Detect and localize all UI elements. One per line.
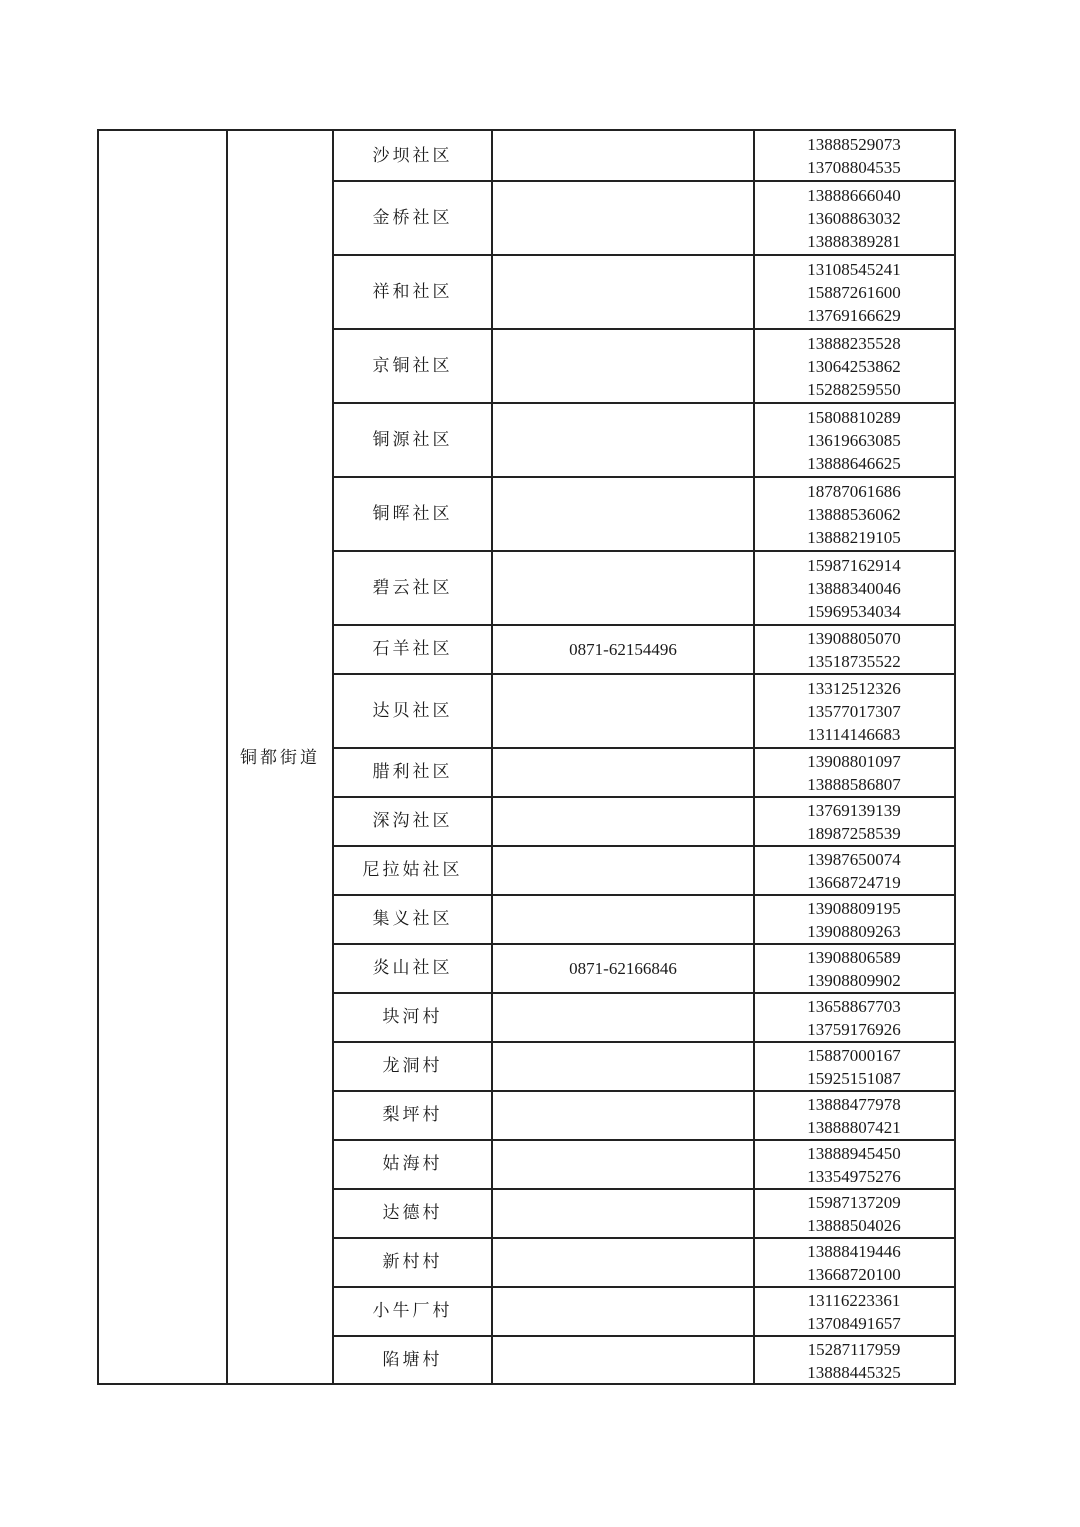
community-name: 铜晖社区 <box>372 503 453 524</box>
community-name: 金桥社区 <box>372 207 453 228</box>
mobile-phone: 13312512326 <box>807 678 901 698</box>
mobile-phone: 13619663085 <box>807 430 901 450</box>
mobile-phone-list <box>754 477 954 551</box>
community-name: 尼拉姑社区 <box>362 860 463 880</box>
mobile-phone: 15288259550 <box>807 379 901 399</box>
office-phone <box>492 255 754 329</box>
community-name: 铜源社区 <box>372 429 453 450</box>
mobile-phone: 13908809902 <box>807 970 901 990</box>
mobile-phone: 13888536062 <box>807 504 901 524</box>
mobile-phone: 13888666040 <box>807 185 901 205</box>
office-phone <box>492 846 754 895</box>
mobile-phone: 15887000167 <box>807 1045 901 1065</box>
mobile-phone: 13908805070 <box>807 628 901 648</box>
community-name: 腊利社区 <box>372 762 453 782</box>
mobile-phone: 13518735522 <box>807 651 901 671</box>
mobile-phone-list <box>754 1189 954 1238</box>
office-phone <box>492 329 754 403</box>
office-phone <box>492 403 754 477</box>
contact-table <box>97 129 956 1385</box>
mobile-phone: 13708804535 <box>807 158 901 177</box>
mobile-phone-list <box>754 674 954 748</box>
mobile-phone-list <box>754 255 954 329</box>
community-name: 新村村 <box>382 1252 443 1272</box>
office-phone <box>492 748 754 797</box>
community-name: 块河村 <box>382 1007 443 1027</box>
mobile-phone: 15808810289 <box>807 407 901 427</box>
mobile-phone: 13888945450 <box>807 1143 901 1163</box>
community-name: 达德村 <box>382 1203 443 1223</box>
office-phone <box>492 797 754 846</box>
mobile-phone-list <box>754 1091 954 1140</box>
office-phone <box>492 895 754 944</box>
community-name: 祥和社区 <box>372 281 453 302</box>
mobile-phone-list <box>754 944 954 993</box>
mobile-phone: 13888219105 <box>807 527 901 547</box>
office-phone <box>492 1287 754 1336</box>
office-phone <box>492 1189 754 1238</box>
mobile-phone: 13908809195 <box>807 898 901 918</box>
community-name: 深沟社区 <box>372 811 453 831</box>
mobile-phone: 15887261600 <box>807 282 901 302</box>
community-name: 京铜社区 <box>372 355 453 376</box>
office-phone <box>492 477 754 551</box>
mobile-phone: 13668720100 <box>807 1264 901 1284</box>
community-name: 炎山社区 <box>372 958 453 978</box>
mobile-phone: 13888586807 <box>807 774 901 794</box>
column-divider <box>226 131 228 1383</box>
office-phone <box>492 1238 754 1287</box>
office-phone <box>492 1140 754 1189</box>
office-phone: 0871-62154496 <box>569 640 677 659</box>
mobile-phone-list <box>754 1140 954 1189</box>
community-name: 石羊社区 <box>372 639 453 659</box>
office-phone <box>492 131 754 181</box>
mobile-phone: 15925151087 <box>807 1068 901 1088</box>
mobile-phone-list <box>754 1042 954 1091</box>
mobile-phone: 13354975276 <box>807 1166 901 1186</box>
mobile-phone: 13987650074 <box>807 849 901 869</box>
community-name: 梨坪村 <box>382 1105 443 1125</box>
mobile-phone: 13908809263 <box>807 921 901 941</box>
community-name: 龙洞村 <box>382 1056 443 1076</box>
mobile-phone: 13908801097 <box>807 751 901 771</box>
mobile-phone-list <box>754 329 954 403</box>
mobile-phone: 13114146683 <box>807 724 901 744</box>
mobile-phone: 13668724719 <box>807 872 901 892</box>
mobile-phone: 13658867703 <box>807 996 901 1016</box>
office-phone <box>492 1042 754 1091</box>
mobile-phone-list <box>754 895 954 944</box>
mobile-phone-list <box>754 181 954 255</box>
mobile-phone: 15287117959 <box>807 1339 901 1359</box>
mobile-phone-list <box>754 748 954 797</box>
street-name: 铜都街道 <box>240 747 320 768</box>
community-name: 沙坝社区 <box>372 145 453 166</box>
mobile-phone-list <box>754 625 954 674</box>
mobile-phone: 13116223361 <box>807 1290 901 1310</box>
mobile-phone: 13908806589 <box>807 947 901 967</box>
mobile-phone: 15969534034 <box>807 601 901 621</box>
mobile-phone: 13888445325 <box>807 1362 901 1382</box>
mobile-phone-list <box>754 846 954 895</box>
mobile-phone: 15987162914 <box>807 555 901 575</box>
mobile-phone: 13888419446 <box>807 1241 901 1261</box>
mobile-phone: 13064253862 <box>807 356 901 376</box>
mobile-phone: 13708491657 <box>807 1313 901 1333</box>
mobile-phone-list <box>754 551 954 625</box>
mobile-phone: 13759176926 <box>807 1019 901 1039</box>
mobile-phone-list <box>754 1287 954 1336</box>
office-phone <box>492 1336 754 1385</box>
mobile-phone: 13888340046 <box>807 578 901 598</box>
office-phone <box>492 993 754 1042</box>
mobile-phone: 13888389281 <box>807 231 901 251</box>
community-name: 小牛厂村 <box>372 1301 453 1321</box>
mobile-phone: 13888807421 <box>807 1117 901 1137</box>
mobile-phone-list <box>754 797 954 846</box>
mobile-phone-list <box>754 1336 954 1385</box>
mobile-phone-list <box>754 993 954 1042</box>
mobile-phone: 13888529073 <box>807 135 901 154</box>
mobile-phone-list <box>754 1238 954 1287</box>
community-name: 陷塘村 <box>382 1350 443 1370</box>
mobile-phone: 15987137209 <box>807 1192 901 1212</box>
mobile-phone: 13888504026 <box>807 1215 901 1235</box>
mobile-phone: 13577017307 <box>807 701 901 721</box>
office-phone <box>492 181 754 255</box>
mobile-phone: 13888477978 <box>807 1094 901 1114</box>
community-name: 姑海村 <box>382 1154 443 1174</box>
mobile-phone-list <box>754 131 954 181</box>
office-phone <box>492 551 754 625</box>
mobile-phone: 18787061686 <box>807 481 901 501</box>
mobile-phone: 13888646625 <box>807 453 901 473</box>
office-phone <box>492 674 754 748</box>
mobile-phone: 13769166629 <box>807 305 901 325</box>
mobile-phone: 13108545241 <box>807 259 901 279</box>
mobile-phone-list <box>754 403 954 477</box>
mobile-phone: 13888235528 <box>807 333 901 353</box>
community-name: 碧云社区 <box>372 577 453 598</box>
office-phone: 0871-62166846 <box>569 959 677 978</box>
community-name: 集义社区 <box>372 909 453 929</box>
mobile-phone: 18987258539 <box>807 823 901 843</box>
office-phone <box>492 1091 754 1140</box>
mobile-phone: 13608863032 <box>807 208 901 228</box>
community-name: 达贝社区 <box>372 700 453 721</box>
mobile-phone: 13769139139 <box>807 800 901 820</box>
